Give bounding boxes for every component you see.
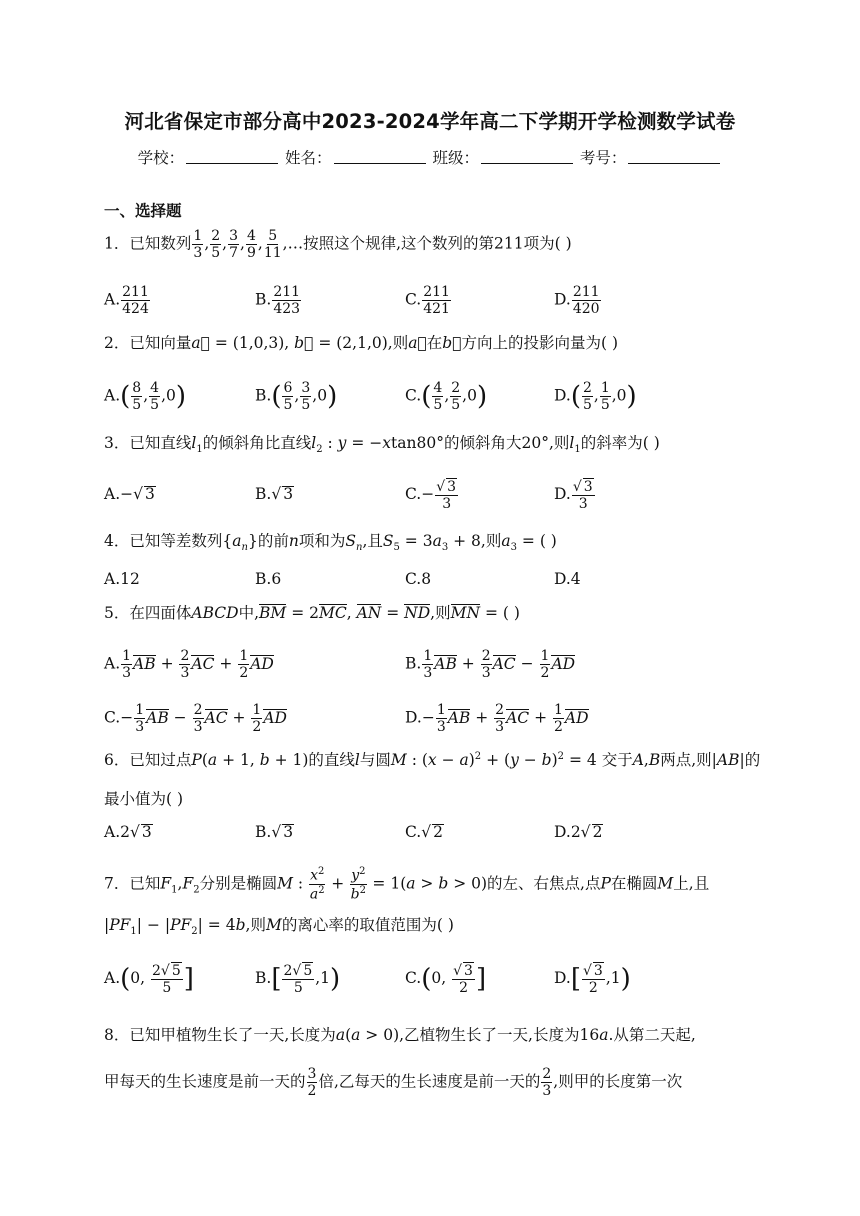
question-2-stem: 2．已知向量a⃗ = (1,0,3), b⃗ = (2,1,0),则a⃗在b⃗方向上的投影向量为( ) <box>104 334 619 352</box>
class-label: 班级： <box>432 149 479 167</box>
student-info-line <box>0 146 860 168</box>
question-3-option-c[interactable]: C.− $\frac{√ 3}{3}$ <box>405 479 457 513</box>
section-heading: 一、选择题 <box>104 202 182 220</box>
question-1-option-b[interactable]: B. $\frac{211}{423}$ <box>255 284 301 318</box>
question-4-option-d[interactable]: D.4 <box>554 570 581 588</box>
question-7-option-c[interactable]: C.(0, $\frac{√ 3}{2}$ ] <box>405 963 487 997</box>
question-4-option-b[interactable]: B.6 <box>255 570 282 588</box>
name-blank[interactable] <box>334 150 426 164</box>
question-3-stem: 3．已知直线$l_1$的倾斜角比直线$l_2$ : y = −xtan80°的倾斜角大20°,则$l_1$的斜率为( ) <box>104 434 660 456</box>
question-5-option-b[interactable]: B. $\frac{1}{3}$ AB + $\frac{2}{3}$ AC − $\frac{1}{2}$ AD <box>405 648 576 682</box>
question-3-option-a[interactable]: A.−√ 3 <box>104 485 155 503</box>
question-5-option-d[interactable]: D.− $\frac{1}{3}$ AB + $\frac{2}{3}$ AC + $\frac{1}{2}$ AD <box>405 702 589 736</box>
question-4-option-c[interactable]: C.8 <box>405 570 432 588</box>
question-1-option-a[interactable]: A. $\frac{211}{424}$ <box>104 284 149 318</box>
question-7-option-d[interactable]: D.[ $\frac{√ 3}{2}$ ,1) <box>554 963 631 997</box>
question-6-stem: 6．已知过点P(a + 1, b + 1)的直线l与圆M : $(x - a)^2 + (y - b)^2 = 4$ 交于A,B两点,则|AB|的 <box>104 751 761 770</box>
question-7-stem: 7．已知$F_1,F_2$分别是椭圆M : $\frac{x^2}{a^2}$ + $\frac{y^2}{b^2}$ = 1(a > b > 0)的左、右焦点,点P在椭圆M上,且 <box>104 866 710 903</box>
question-3-option-d[interactable]: D. $\frac{√ 3}{3}$ <box>554 479 593 513</box>
question-2-option-d[interactable]: D.( $\frac{2}{5}$ , $\frac{1}{5}$ ,0) <box>554 380 637 414</box>
question-6-stem-cont: 最小值为( ) <box>104 790 184 808</box>
question-7-stem-cont: $|PF_1| - |PF_2| = 4b$,则M的离心率的取值范围为( ) <box>104 916 454 938</box>
question-8-stem: 8．已知甲植物生长了一天,长度为a(a > 0),乙植物生长了一天,长度为16a.从第二天起, <box>104 1026 696 1044</box>
question-3-option-b[interactable]: B.√ 3 <box>255 485 294 503</box>
question-6-option-d[interactable]: D.2√ 2 <box>554 823 603 841</box>
exam-number-label: 考号： <box>579 149 627 167</box>
question-2-option-c[interactable]: C.( $\frac{4}{5}$ , $\frac{2}{5}$ ,0) <box>405 380 488 414</box>
question-2-option-b[interactable]: B.( $\frac{6}{5}$ , $\frac{3}{5}$ ,0) <box>255 380 338 414</box>
question-4-option-a[interactable]: A.12 <box>104 570 140 588</box>
class-blank[interactable] <box>481 150 573 164</box>
question-5-option-c[interactable]: C.− $\frac{1}{3}$ AB − $\frac{2}{3}$ AC + $\frac{1}{2}$ AD <box>104 702 287 736</box>
page-title: 河北省保定市部分高中2023-2024学年高二下学期开学检测数学试卷 <box>124 110 736 133</box>
question-7-option-b[interactable]: B.[ $\frac{2√ 5}{5}$ ,1) <box>255 963 341 997</box>
question-5-option-a[interactable]: A. $\frac{1}{3}$ AB + $\frac{2}{3}$ AC + $\frac{1}{2}$ AD <box>104 648 274 682</box>
question-8-stem-cont: 甲每天的生长速度是前一天的 $\frac{3}{2}$ 倍,乙每天的生长速度是前一天的 $\frac{2}{3}$ ,则甲的长度第一次 <box>104 1066 683 1100</box>
question-6-option-a[interactable]: A.2√ 3 <box>104 823 152 841</box>
question-5-stem: 5．在四面体ABCD中,BM = 2MC, AN = ND,则MN = ( ) <box>104 604 520 622</box>
exam-number-blank[interactable] <box>628 150 720 164</box>
question-6-option-c[interactable]: C.√ 2 <box>405 823 443 841</box>
question-1-option-d[interactable]: D. $\frac{211}{420}$ <box>554 284 600 318</box>
name-label: 姓名： <box>285 149 332 167</box>
school-label: 学校： <box>137 149 185 167</box>
question-2-option-a[interactable]: A.( $\frac{8}{5}$ , $\frac{4}{5}$ ,0) <box>104 380 187 414</box>
school-blank[interactable] <box>186 150 278 164</box>
question-6-option-b[interactable]: B.√ 3 <box>255 823 294 841</box>
question-7-option-a[interactable]: A.(0, $\frac{2√ 5}{5}$ ] <box>104 963 194 997</box>
question-1-stem: 1．已知数列 $\frac{1}{3}$ , $\frac{2}{5}$ , $\frac{3}{7}$ , $\frac{4}{9}$ , $\frac{5}{11}$ ,…按照这个规律,这个数列的第211项为( ) <box>104 228 572 262</box>
question-4-stem: 4．已知等差数列$\{a_n\}$的前n项和为$S_n$,且$S_5 = 3a_3 + 8$,则$a_3$ = ( ) <box>104 532 557 554</box>
question-1-option-c[interactable]: C. $\frac{211}{421}$ <box>405 284 450 318</box>
